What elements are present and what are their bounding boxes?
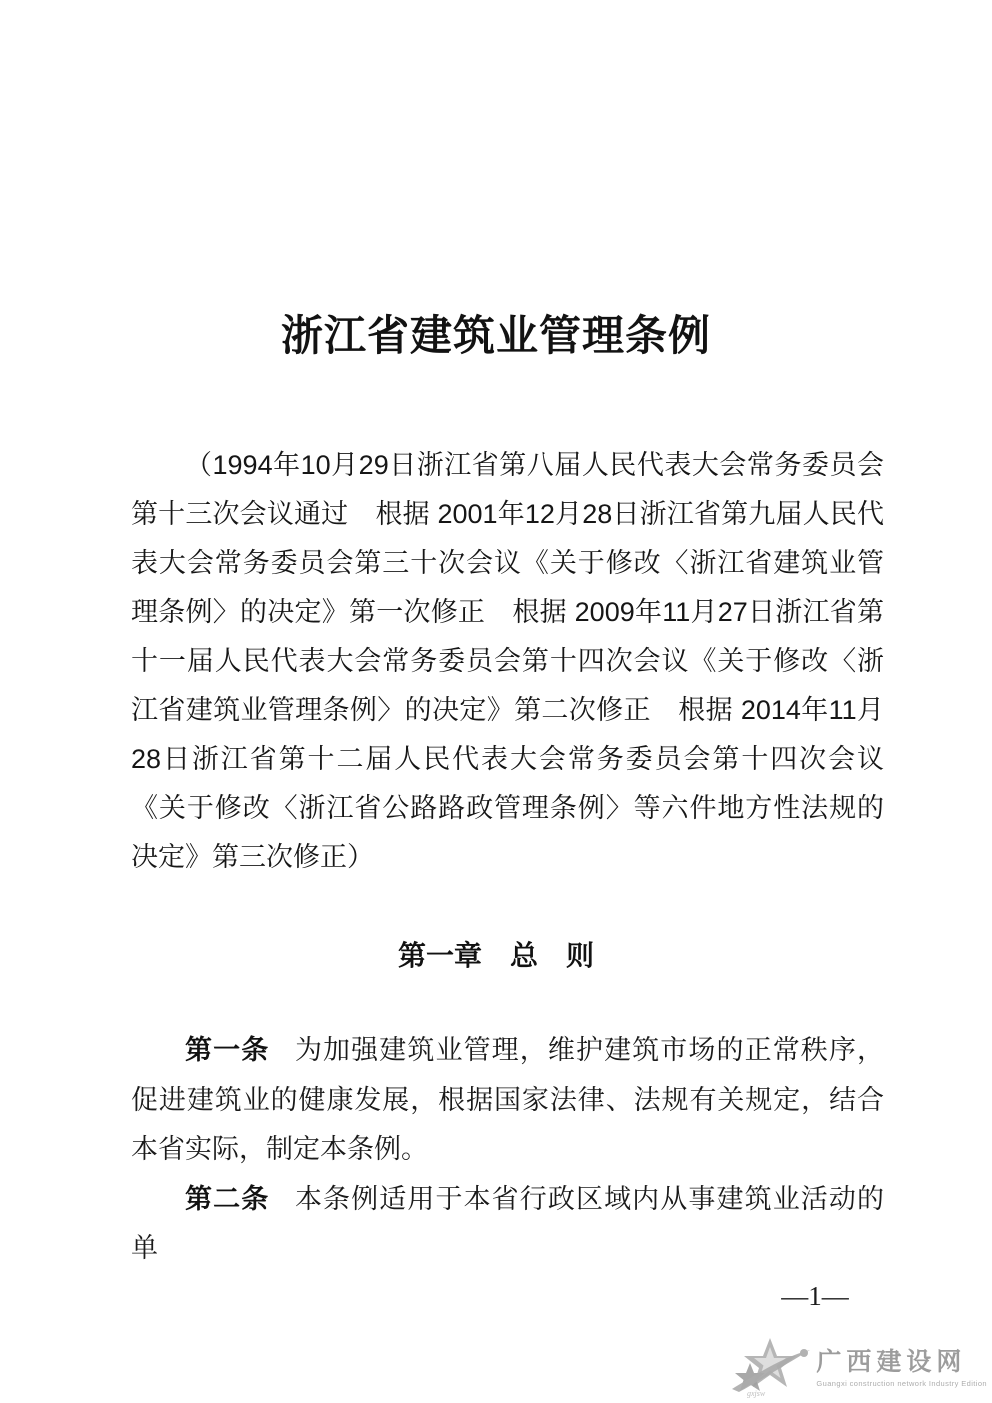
chapter-heading: 第一章 总 则 (397, 940, 594, 971)
article-paragraph (131, 1175, 884, 1274)
site-watermark (730, 1337, 987, 1399)
logo-site-name: 广西建设网 (816, 1349, 967, 1376)
article-1-text: 为加强建筑业管理，维护建筑市场的正常秩序，促进建筑业的健康发展，根据国家法律、法规有关规定，结合本省实际，制定本条例。 (131, 1035, 885, 1164)
article-1-number: 第一条 (185, 1035, 270, 1065)
preamble-paragraph: （1994年10月29日浙江省第八届人民代表大会常务委员会第十三次会议通过 根据 2001年12月28日浙江省第九届人民代表大会常务委员会第三十次会议《关于修改〈浙江省建筑业管理条例〉的决定》第一次修正 根据 2009年11月27日浙江省第十一届人民代表大会常务委员会第十四次会议《关于修改〈浙江省建筑业管理条例〉的决定》第二次修正 根据 2014年11月28日浙江省第十二届人民代表大会常务委员会第十四次会议《关于修改〈浙江省公路路政管理条例〉等六件地方性法规的决定》第三次修正） (131, 450, 884, 872)
logo-text-block (816, 1337, 987, 1388)
article-paragraph (131, 1026, 884, 1175)
article-2-text: 本条例适用于本省行政区域内从事建筑业活动的单 (131, 1183, 885, 1263)
page-number: —1— (781, 1281, 849, 1311)
logo-script-text: gxjsw (747, 1389, 766, 1398)
star-logo-icon (730, 1337, 814, 1399)
article-list (131, 1026, 884, 1274)
article-2-number: 第二条 (185, 1183, 270, 1214)
logo-caption: Guangxi construction network Industry Edition (816, 1379, 987, 1388)
document-title: 浙江省建筑业管理条例 (280, 312, 711, 359)
